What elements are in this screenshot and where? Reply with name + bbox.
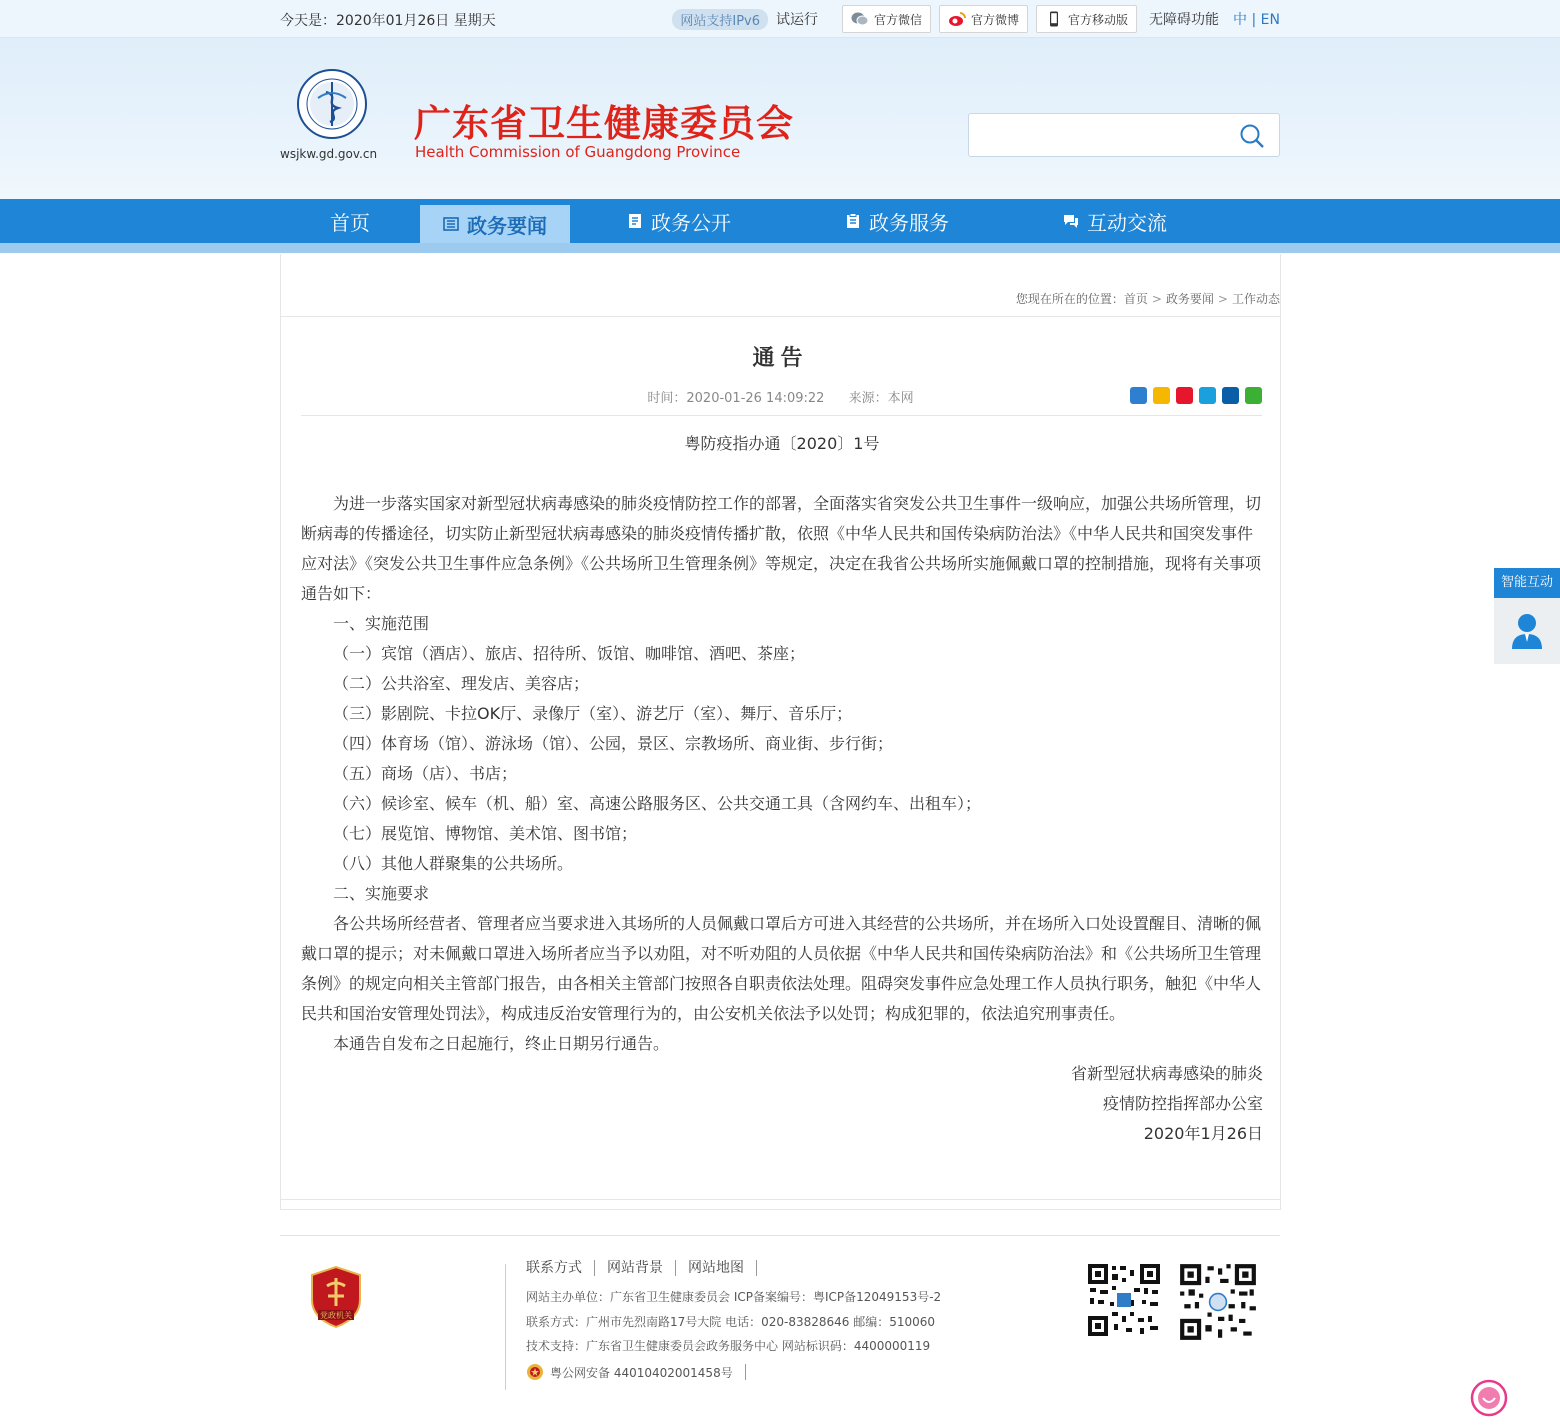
divider: [745, 1364, 746, 1380]
badge-text: 党政机关: [320, 1311, 352, 1320]
section-heading: 二、实施要求: [333, 884, 430, 903]
breadcrumb-work-updates[interactable]: 工作动态: [1231, 292, 1280, 306]
article-body: [301, 429, 1263, 1149]
article-source: 来源：本网: [848, 391, 914, 406]
weibo-label: 官方微博: [971, 12, 1020, 27]
share-tencent-icon[interactable]: [1199, 387, 1216, 404]
nav-interaction[interactable]: [1006, 199, 1224, 243]
search-input[interactable]: [979, 114, 1239, 154]
police-record-text: 粤公网安备 44010402001458号: [550, 1365, 733, 1380]
nav-services-label: 政务服务: [869, 210, 949, 235]
current-date: 今天是：2020年01月26日 星期天: [280, 13, 496, 29]
intro-paragraph: 为进一步落实国家对新型冠状病毒感染的肺炎疫情防控工作的部署，全面落实省突发公共卫生事件一级响应，加强公共场所管理，切断病毒的传播途径，切实防止新型冠状病毒感染的肺炎疫情传播扩散，依照《中华人民共和国传染病防治法》《中华人民共和国突发事件应对法》《突发公共卫生事件应急条例》《公共场所卫生管理条例》等规定，决定在我省公共场所实施佩戴口罩的控制措施，现将有关事项通告如下：: [301, 494, 1262, 603]
lang-en-link[interactable]: EN: [1260, 12, 1280, 28]
footer-link-background[interactable]: 网站背景: [595, 1260, 676, 1276]
party-government-badge[interactable]: [310, 1266, 362, 1328]
police-emblem-icon: [526, 1363, 544, 1381]
mobile-label: 官方移动版: [1068, 12, 1129, 27]
lang-switch: [1233, 9, 1280, 29]
signature-line: 疫情防控指挥部办公室: [1102, 1094, 1263, 1113]
footer-link-sitemap[interactable]: 网站地图: [676, 1260, 757, 1276]
site-title-cn[interactable]: 广东省卫生健康委员会: [414, 102, 794, 145]
qr-code-wechat: [1086, 1262, 1162, 1338]
scope-item: （七）展览馆、博物馆、美术馆、图书馆；: [333, 824, 638, 843]
site-domain: wsjkw.gd.gov.cn: [280, 147, 378, 161]
accessibility-link[interactable]: 无障碍功能: [1149, 12, 1220, 28]
scope-item: （八）其他人群聚集的公共场所。: [333, 854, 574, 873]
site-header: [0, 38, 1560, 199]
nav-home[interactable]: [280, 199, 420, 243]
smart-interaction-label: 智能互动: [1494, 568, 1560, 598]
scope-item: （五）商场（店）、书店；: [333, 764, 518, 783]
footer-host-info: 网站主办单位：广东省卫生健康委员会 ICP备案编号：粤ICP备12049153号-2: [526, 1290, 942, 1304]
breadcrumb-prefix: 您现在所在的位置：: [1015, 292, 1124, 306]
article-time: 时间：2020-01-26 14:09:22: [647, 391, 825, 406]
floating-chat-bubble-icon[interactable]: [1470, 1379, 1508, 1417]
wechat-button[interactable]: [842, 5, 931, 33]
ipv6-badge: 网站支持IPv6: [672, 9, 768, 30]
footer-links: [526, 1260, 757, 1276]
weibo-button[interactable]: [939, 5, 1028, 33]
share-weibo-icon[interactable]: [1176, 387, 1193, 404]
scope-item: （三）影剧院、卡拉OK厅、录像厅（室）、游艺厅（室）、舞厅、音乐厅；: [333, 704, 853, 723]
breadcrumb-sep: >: [1151, 292, 1162, 306]
footer-link-contact[interactable]: 联系方式: [526, 1260, 595, 1276]
footer-divider: [505, 1264, 506, 1390]
nav-open-government-label: 政务公开: [651, 210, 731, 235]
share-bar: [1130, 387, 1262, 404]
article-title: 通告: [752, 346, 809, 371]
clipboard-icon: [845, 213, 861, 229]
blank-line: [301, 459, 1263, 489]
chat-icon: [1063, 213, 1079, 229]
scope-item: （六）候诊室、候车（机、船）室、高速公路服务区、公共交通工具（含网约车、出租车）；: [333, 794, 982, 813]
top-bar: [0, 0, 1560, 38]
smart-interaction-box: [1494, 598, 1560, 664]
share-more-icon[interactable]: [1130, 387, 1147, 404]
nav-open-government[interactable]: [570, 199, 788, 243]
document-icon: [627, 213, 643, 229]
news-list-icon: [443, 216, 459, 232]
lang-cn-link[interactable]: 中: [1233, 12, 1248, 28]
trial-label: 试运行: [776, 12, 818, 28]
scope-item: （二）公共浴室、理发店、美容店；: [333, 674, 590, 693]
smart-interaction-widget[interactable]: [1494, 568, 1560, 664]
content-panel: [280, 254, 1281, 1210]
breadcrumb-sep: >: [1217, 292, 1228, 306]
site-footer: [280, 1235, 1280, 1405]
site-title-en: Health Commission of Guangdong Province: [415, 143, 741, 161]
mobile-icon: [1045, 11, 1063, 27]
nav-interaction-label: 互动交流: [1087, 210, 1167, 235]
search-icon[interactable]: [1239, 123, 1265, 149]
wechat-icon: [851, 11, 869, 27]
top-links: [672, 4, 1280, 34]
footer-tech-info: 技术支持：广东省卫生健康委员会政务服务中心 网站标识码：4400000119: [526, 1339, 931, 1353]
divider: [301, 415, 1262, 416]
qr-code-mobile: [1178, 1262, 1258, 1342]
nav-home-label: 首页: [330, 210, 370, 235]
requirements-paragraph: 各公共场所经营者、管理者应当要求进入其场所的人员佩戴口罩后方可进入其经营的公共场所，并在场所入口处设置醒目、清晰的佩戴口罩的提示；对未佩戴口罩进入场所者应当予以劝阻，对不听劝阻的人员依据《中华人民共和国传染病防治法》和《公共场所卫生管理条例》的规定向相关主管部门报告，由各相关主管部门按照各自职责依法处理。阻碍突发事件应急处理工作人员执行职务，触犯《中华人民共和国治安管理处罚法》，构成违反治安管理行为的，由公安机关依法予以处罚；构成犯罪的，依法追究刑事责任。: [301, 914, 1262, 1023]
commission-seal-logo[interactable]: [296, 68, 368, 140]
footer-contact-info: 联系方式：广州市先烈南路17号大院 电话：020-83828646 邮编：510060: [526, 1315, 936, 1329]
weibo-icon: [948, 11, 966, 27]
wechat-label: 官方微信: [874, 12, 923, 27]
effective-paragraph: 本通告自发布之日起施行，终止日期另行通告。: [333, 1034, 670, 1053]
article: [281, 316, 1280, 1200]
police-record[interactable]: [526, 1363, 746, 1381]
lang-separator: |: [1251, 12, 1257, 28]
section-heading: 一、实施范围: [333, 614, 430, 633]
signature-line: 省新型冠状病毒感染的肺炎: [1070, 1064, 1263, 1083]
nav-news[interactable]: [420, 205, 570, 243]
search-box: [968, 113, 1280, 157]
main-nav: [0, 199, 1560, 253]
share-wechat-icon[interactable]: [1245, 387, 1262, 404]
share-qzone-icon[interactable]: [1153, 387, 1170, 404]
signature-date: 2020年1月26日: [1143, 1124, 1263, 1143]
scope-item: （一）宾馆（酒店）、旅店、招待所、饭馆、咖啡馆、酒吧、茶座；: [333, 644, 806, 663]
document-number: 粤防疫指办通〔2020〕1号: [684, 434, 880, 453]
scope-item: （四）体育场（馆）、游泳场（馆）、公园，景区、宗教场所、商业街、步行街；: [333, 734, 894, 753]
breadcrumb-news[interactable]: 政务要闻: [1165, 292, 1214, 306]
breadcrumb-home[interactable]: 首页: [1123, 292, 1148, 306]
nav-news-label: 政务要闻: [467, 213, 547, 238]
mobile-button[interactable]: [1036, 5, 1137, 33]
nav-services[interactable]: [788, 199, 1006, 243]
breadcrumb: [1016, 290, 1280, 307]
share-renren-icon[interactable]: [1222, 387, 1239, 404]
user-service-icon: [1511, 612, 1543, 650]
